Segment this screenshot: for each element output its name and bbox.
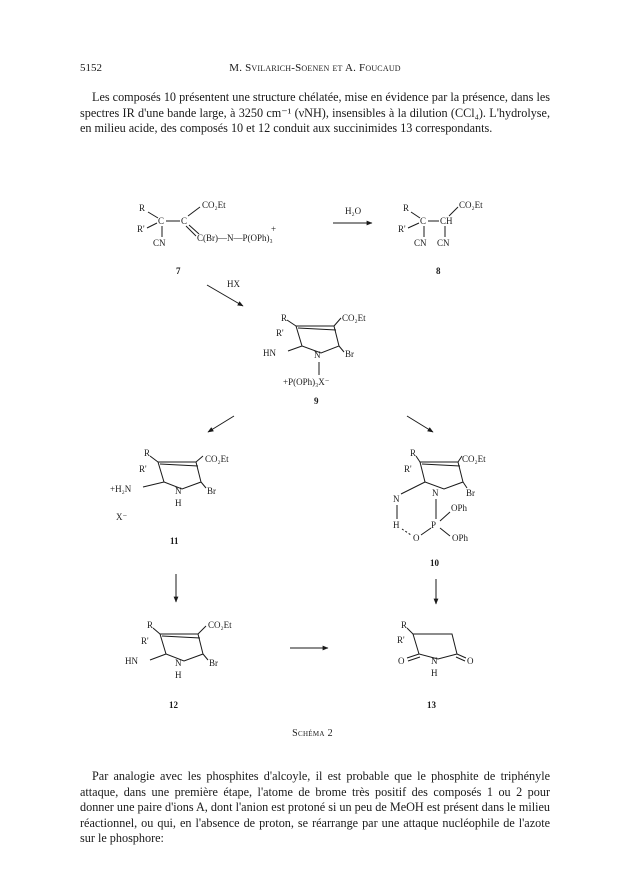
c10-h-label: H — [393, 520, 400, 530]
c11-n-label: N — [175, 486, 182, 496]
c10-bond-n-exo — [401, 482, 425, 494]
c12-r-label: R — [147, 620, 154, 630]
c13-r-label: R — [401, 620, 408, 630]
c10-n-exo-label: N — [393, 494, 400, 504]
reagent-h2o: H₂O — [345, 206, 362, 216]
paragraph1-line-2: dans les spectres IR d'une bande large, à 3250 cm⁻¹ (νNH), insensibles à la dilution — [80, 90, 550, 120]
c10-bond-p-oph1 — [440, 512, 450, 521]
c11-co2et-label: CO₂Et — [205, 454, 229, 464]
c12-h-label: H — [175, 670, 182, 680]
c11-bond-r — [150, 456, 158, 462]
c10-bond-br — [463, 482, 467, 488]
compound-12-number: 12 — [169, 700, 178, 710]
paragraph2-line-4: MeOH est présent dans le milieu réactionnel, ou qui, en l'absence de proton, se — [80, 800, 551, 830]
c9-r-label: R — [281, 313, 288, 323]
arrow-9-to-11 — [208, 416, 234, 432]
compound-9-number: 9 — [314, 396, 319, 406]
compound-9 — [263, 313, 366, 406]
compound-8-number: 8 — [436, 266, 441, 276]
c11-h2n-label: +H₂N — [110, 484, 132, 494]
c7-c2-label: C — [181, 216, 188, 226]
c7-r-label: R — [139, 203, 146, 213]
c10-hydrogen-bond — [402, 529, 411, 535]
c8-r-label: R — [403, 203, 410, 213]
c7-co2et-label: CO₂Et — [202, 200, 226, 210]
c10-bond-o-p — [421, 528, 431, 535]
c7-bond-co2et — [188, 207, 200, 216]
c12-bond-hn — [150, 654, 166, 660]
paragraph1-line-4: 13 correspondants. — [400, 121, 493, 135]
c9-hn-label: HN — [263, 348, 276, 358]
compound-10 — [393, 448, 486, 568]
compound-11-number: 11 — [170, 536, 179, 546]
c12-bond-br — [203, 654, 208, 660]
c9-bond-co2et — [334, 318, 341, 326]
c9-bond-br — [339, 346, 344, 352]
c11-bond-h2n — [143, 482, 164, 487]
c13-r-prime-label: R' — [397, 635, 405, 645]
c7-bond-r — [148, 212, 158, 218]
paragraph-phosphite-mechanism — [80, 769, 550, 847]
c8-bond-co2et — [449, 207, 458, 216]
c10-br-label: Br — [466, 488, 475, 498]
c10-n-ring-label: N — [432, 488, 439, 498]
compound-7-number: 7 — [176, 266, 181, 276]
compound-8 — [398, 200, 483, 276]
c9-bond-r — [287, 320, 296, 326]
c10-r-label: R — [410, 448, 417, 458]
c10-bond-p-oph2 — [440, 528, 450, 536]
c10-r-prime-label: R' — [404, 464, 412, 474]
running-head-authors: M. Svilarich-Soenen et A. Foucaud — [229, 62, 401, 74]
c7-double-bond-a — [186, 226, 196, 236]
c7-side-chain-label: C(Br)—N—P(OPh)₃ — [197, 233, 273, 243]
paragraph2-line-1: Par analogie avec les phosphites d'alcoyle, il est probable que le phosphite de — [92, 769, 496, 783]
c7-plus-charge: + — [271, 224, 277, 234]
c7-double-bond-b — [189, 225, 199, 234]
compound-10-number: 10 — [430, 558, 439, 568]
compound-7 — [137, 200, 276, 276]
c9-bond-hn — [288, 346, 302, 351]
compound-12 — [125, 620, 232, 710]
c8-bond-r — [411, 212, 420, 218]
paragraph2-line-3: composés 1 ou 2 pour donner une paire d'ions A, dont l'anion est protoné si un peu de — [80, 784, 551, 814]
c8-bond-rprime — [408, 223, 419, 228]
c12-bond-r — [153, 628, 160, 634]
c13-o1-label: O — [398, 656, 405, 666]
c10-oph1-label: OPh — [451, 503, 468, 513]
c12-co2et-label: CO₂Et — [208, 620, 232, 630]
c12-n-label: N — [175, 658, 182, 668]
c9-p-group-label: +P(OPh)₃X⁻ — [283, 377, 330, 387]
c8-ch-label: CH — [440, 216, 453, 226]
c13-bond-o1 — [407, 654, 419, 658]
c9-r-prime-label: R' — [276, 328, 284, 338]
compound-13 — [397, 620, 474, 710]
c13-bond-r — [407, 628, 413, 634]
c11-h-label: H — [175, 498, 182, 508]
compound-13-number: 13 — [427, 700, 436, 710]
c13-bond-o2-double — [456, 657, 465, 661]
c8-cn1-label: CN — [414, 238, 427, 248]
c9-br-label: Br — [345, 349, 354, 359]
c13-h-label: H — [431, 668, 438, 678]
c11-r-prime-label: R' — [139, 464, 147, 474]
c7-c1-label: C — [158, 216, 165, 226]
c11-bond-co2et — [196, 456, 203, 462]
c11-br-label: Br — [207, 486, 216, 496]
paragraph2-line-5: réarrange par une attaque nucléophile de l'azote sur le phosphore: — [80, 815, 551, 845]
c13-n-label: N — [431, 656, 438, 666]
c10-oph2-label: OPh — [452, 533, 469, 543]
paragraph1-line-3: (CCl₄). L'hydrolyse, en milieu acide, des composés 10 et 12 conduit aux succinimides — [80, 105, 550, 135]
c8-r-prime-label: R' — [398, 224, 406, 234]
c7-cn-label: CN — [153, 238, 166, 248]
c8-c-label: C — [420, 216, 427, 226]
c10-co2et-label: CO₂Et — [462, 454, 486, 464]
c9-co2et-label: CO₂Et — [342, 313, 366, 323]
scheme-caption: Schéma 2 — [292, 728, 333, 739]
c13-bond-o2 — [457, 654, 466, 658]
c8-cn2-label: CN — [437, 238, 450, 248]
compound-11 — [110, 448, 229, 546]
c12-bond-co2et — [198, 626, 206, 634]
c10-p-label: P — [431, 520, 437, 530]
c11-bond-br — [201, 482, 206, 488]
c13-bond-o1-double — [408, 657, 420, 661]
paragraph2-line-2: triphényle attaque, dans une première étape, l'atome de brome très positif des — [80, 769, 551, 799]
arrow-9-to-10 — [407, 416, 433, 432]
c12-r-prime-label: R' — [141, 636, 149, 646]
c11-double-bond — [160, 464, 198, 466]
c9-double-bond — [298, 328, 336, 330]
c13-o2-label: O — [467, 656, 474, 666]
c12-br-label: Br — [209, 658, 218, 668]
paragraph1-line-1: Les composés 10 présentent une structure chélatée, mise en évidence par la présence, — [92, 90, 508, 104]
c10-double-bond — [422, 464, 460, 466]
c10-o-label: O — [413, 533, 420, 543]
c9-n-label: N — [314, 350, 321, 360]
c12-double-bond — [162, 636, 200, 638]
c12-hn-label: HN — [125, 656, 138, 666]
c11-x-label: X⁻ — [116, 512, 128, 522]
c7-bond-rprime — [147, 223, 157, 228]
c10-bond-r — [416, 456, 420, 462]
c11-r-label: R — [144, 448, 151, 458]
page-number: 5152 — [80, 62, 102, 74]
c8-co2et-label: CO₂Et — [459, 200, 483, 210]
reagent-hx: HX — [227, 279, 240, 289]
c7-r-prime-label: R' — [137, 224, 145, 234]
